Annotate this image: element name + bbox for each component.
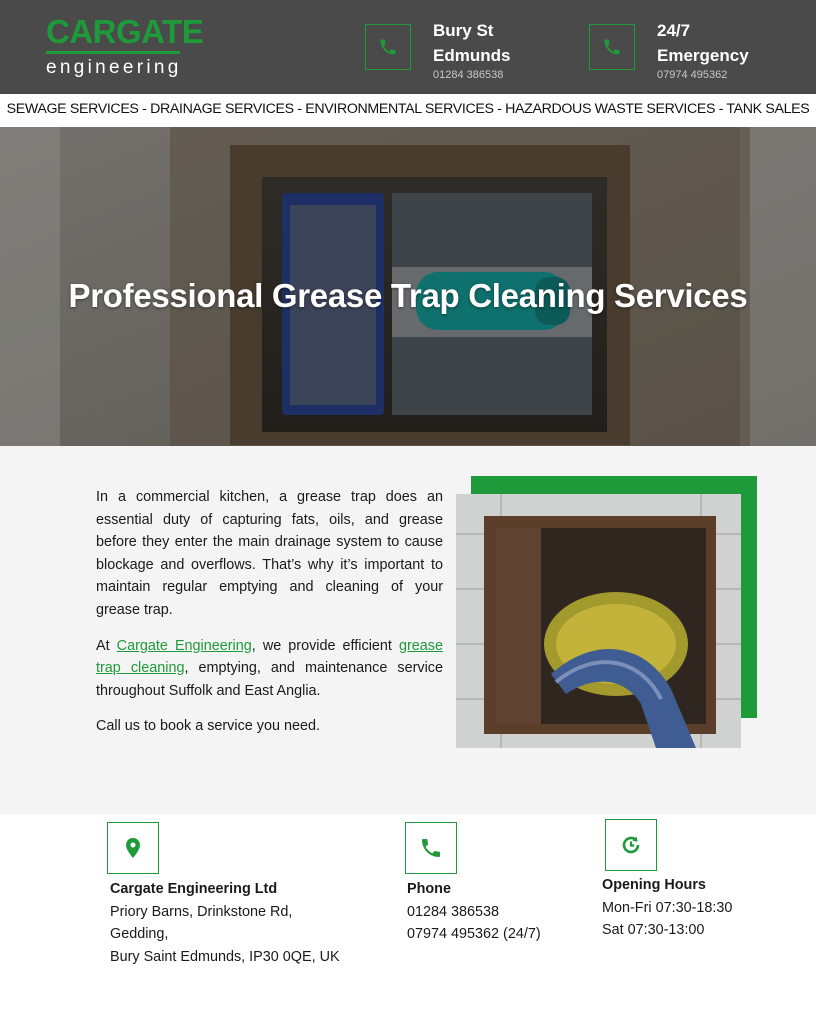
cargate-engineering-link[interactable]: Cargate Engineering (116, 637, 252, 654)
contact-emergency-line2: Emergency (657, 46, 749, 65)
map-pin-icon (121, 836, 145, 860)
services-strip: SEWAGE SERVICES - DRAINAGE SERVICES - ENVIRONMENTAL SERVICES - HAZARDOUS WASTE SERVICES - TANK SALES (0, 94, 816, 127)
logo-rule (46, 51, 180, 54)
footer-address-heading: Cargate Engineering Ltd (110, 881, 278, 897)
phone-icon-box-emergency[interactable] (589, 24, 635, 70)
contact-bury[interactable] (433, 18, 510, 68)
logo-subtitle: engineering (46, 57, 182, 78)
hero-title: Professional Grease Trap Cleaning Services (68, 277, 748, 314)
footer-address-line3: Bury Saint Edmunds, IP30 0QE, UK (110, 948, 340, 965)
footer-phone-line1[interactable]: 01284 386538 (407, 903, 500, 920)
footer-phone (407, 878, 541, 946)
hero-banner (0, 127, 816, 446)
main-content (0, 446, 816, 814)
grease-trap-photo-frame (456, 476, 757, 748)
contact-bury-line1: Bury St (433, 21, 494, 40)
footer-address (110, 878, 340, 968)
phone-icon (378, 37, 398, 57)
map-pin-icon-box (107, 822, 159, 874)
site-footer (0, 814, 816, 1018)
footer-address-line2: Gedding, (110, 926, 169, 942)
phone-icon (602, 37, 622, 57)
para2-prefix: At (96, 637, 117, 654)
footer-hours-heading: Opening Hours (602, 877, 706, 893)
logo-wordmark: CARGATE (46, 13, 204, 50)
para2-suffix: , emptying, and maintenance service throughout Suffolk and East Anglia. (96, 660, 444, 699)
intro-paragraph-1: In a commercial kitchen, a grease trap does an essential duty of capturing fats, oils, and grease before they enter the main drainage system to cause blockage and overflows. That’s why it’s important to maintain regular emptying and cleaning of your grease trap. (96, 489, 443, 618)
clock-icon (619, 833, 643, 857)
intro-text (96, 486, 443, 751)
contact-emergency[interactable] (657, 18, 749, 68)
contact-emergency-number-clipped: 07974 495362 (657, 69, 728, 81)
footer-hours-line2: Sat 07:30-13:00 (602, 922, 705, 938)
phone-icon-box-footer (405, 822, 457, 874)
contact-emergency-line1: 24/7 (657, 21, 691, 40)
contact-bury-line2: Edmunds (433, 46, 511, 65)
footer-phone-line2[interactable]: 07974 495362 (24/7) (407, 926, 541, 942)
footer-phone-heading: Phone (407, 881, 451, 897)
contact-bury-number-clipped: 01284 386538 (433, 69, 504, 81)
phone-icon-box-bury[interactable] (365, 24, 411, 70)
site-header (0, 0, 816, 94)
footer-hours (602, 874, 732, 942)
grease-trap-photo (456, 494, 741, 748)
clock-icon-box (605, 819, 657, 871)
phone-icon (419, 836, 443, 860)
cargate-logo[interactable] (46, 13, 204, 78)
intro-paragraph-2 (96, 635, 443, 703)
para2-mid: , we provide efficient (251, 637, 399, 654)
footer-address-line1: Priory Barns, Drinkstone Rd, (110, 903, 293, 920)
grease-trap-cleaning-link[interactable]: grease trap cleaning (96, 637, 443, 677)
footer-hours-line1: Mon-Fri 07:30-18:30 (602, 899, 733, 916)
intro-paragraph-3: Call us to book a service you need. (96, 718, 320, 735)
